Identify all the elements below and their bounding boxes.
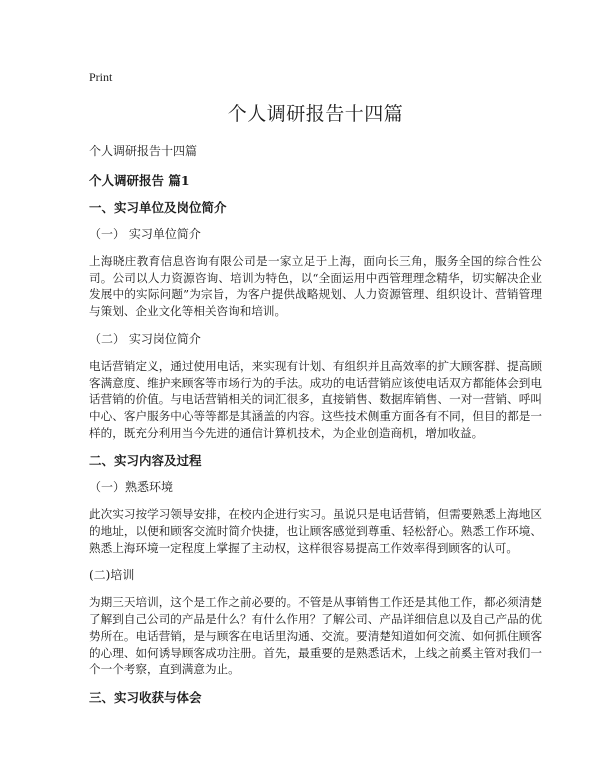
document-subtitle: 个人调研报告十四篇 — [89, 144, 198, 158]
section-title: 个人调研报告 篇1 — [89, 173, 190, 188]
section-heading-1: 一、实习单位及岗位简介 — [89, 200, 227, 215]
paragraph-1-2: 电话营销定义，通过使用电话，来实现有计划、有组织并且高效率的扩大顾客群、提高顾客满意度、维护来顾客等市场行为的手法。成功的电话营销应该使电话双方都能体会到电话营销的价值。与电话营销相关的词汇很多，直接销售、数据库销售、一对一营销、呼叫中心、客户服务中心等等都是其涵盖的内容。这些技术侧重方面各有不同，但目的都是一样的，既充分利用当今先进的通信计算机技术，为企业创造商机，增加收益。 — [89, 358, 542, 440]
document-title: 个人调研报告十四篇 — [227, 103, 404, 125]
section-heading-3: 三、实习收获与体会 — [89, 689, 202, 705]
subsection-heading-1-1: （一） 实习单位简介 — [89, 227, 201, 241]
subsection-heading-1-2: （二） 实习岗位简介 — [89, 331, 201, 346]
paragraph-1-1: 上海晓庄教育信息咨询有限公司是一家立足于上海，面向长三角，服务全国的综合性公司。公司以人力资源咨询、培训为特色，以“全面运用中西管理理念精华，切实解决企业发展中的实际问题”为宗旨，为客户提供战略规划、人力资源管理、组织设计、营销管理与策划、企业文化等相关咨询和培训。 — [89, 254, 542, 319]
print-link[interactable]: Print — [89, 70, 113, 84]
paragraph-2-1: 此次实习按学习领导安排，在校内企进行实习。虽说只是电话营销，但需要熟悉上海地区的地址，以便和顾客交流时简介快捷，也让顾客感觉到尊重、轻松舒心。熟悉工作环境、熟悉上海环境一定程度上掌握了主动权，这样很容易提高工作效率得到顾客的认可。 — [89, 507, 542, 555]
subsection-heading-2-1: （一）熟悉环境 — [89, 480, 174, 495]
subsection-heading-2-2: (二)培训 — [89, 568, 135, 583]
paragraph-2-2: 为期三天培训，这个是工作之前必要的。不管是从事销售工作还是其他工作，都必须清楚了解到自己公司的产品是什么？有什么作用？了解公司、产品详细信息以及自己产品的优势所在。电话营销，是与顾客在电话里沟通、交流。要清楚知道如何交流、如何抓住顾客的心理、如何诱导顾客成功注册。首先，最重要的是熟悉话术，上线之前奚主管对我们一个一个考察，直到满意为止。 — [89, 595, 542, 677]
section-heading-2: 二、实习内容及过程 — [89, 453, 202, 469]
